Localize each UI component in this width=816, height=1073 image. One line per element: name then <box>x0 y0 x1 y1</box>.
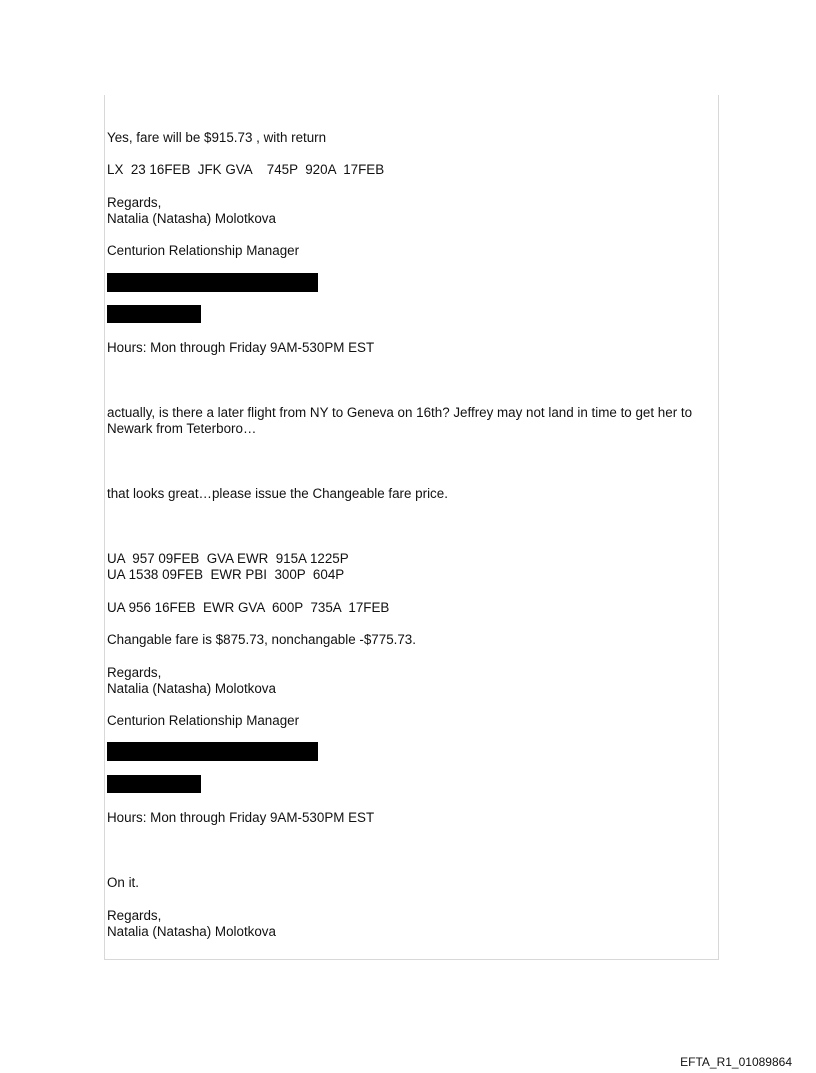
message-text: Changable fare is $875.73, nonchangable -$775.73. <box>107 632 416 647</box>
redaction-bar <box>107 775 201 793</box>
flight-itinerary-line: UA 957 09FEB GVA EWR 915A 1225P <box>107 551 349 566</box>
signature-regards: Regards, <box>107 195 162 210</box>
signature-name: Natalia (Natasha) Molotkova <box>107 924 276 939</box>
signature-title: Centurion Relationship Manager <box>107 243 300 258</box>
redaction-bar <box>107 742 318 761</box>
message-text: On it. <box>107 875 139 890</box>
flight-itinerary-line: LX 23 16FEB JFK GVA 745P 920A 17FEB <box>107 162 385 177</box>
flight-itinerary-line: UA 1538 09FEB EWR PBI 300P 604P <box>107 567 345 582</box>
signature-title: Centurion Relationship Manager <box>107 713 300 728</box>
signature-name: Natalia (Natasha) Molotkova <box>107 211 276 226</box>
message-text: Yes, fare will be $915.73 , with return <box>107 130 327 145</box>
message-text: actually, is there a later flight from NY to Geneva on 16th? Jeffrey may not land in time to get her to Newark from Teterboro… <box>107 405 693 436</box>
signature-hours: Hours: Mon through Friday 9AM-530PM EST <box>107 340 375 355</box>
document-id: EFTA_R1_01089864 <box>680 1055 792 1069</box>
signature-regards: Regards, <box>107 908 162 923</box>
signature-name: Natalia (Natasha) Molotkova <box>107 681 276 696</box>
signature-regards: Regards, <box>107 665 162 680</box>
signature-hours: Hours: Mon through Friday 9AM-530PM EST <box>107 810 375 825</box>
redaction-bar <box>107 273 318 292</box>
flight-itinerary-line: UA 956 16FEB EWR GVA 600P 735A 17FEB <box>107 600 390 615</box>
redaction-bar <box>107 305 201 323</box>
message-text: that looks great…please issue the Changeable fare price. <box>107 486 448 501</box>
